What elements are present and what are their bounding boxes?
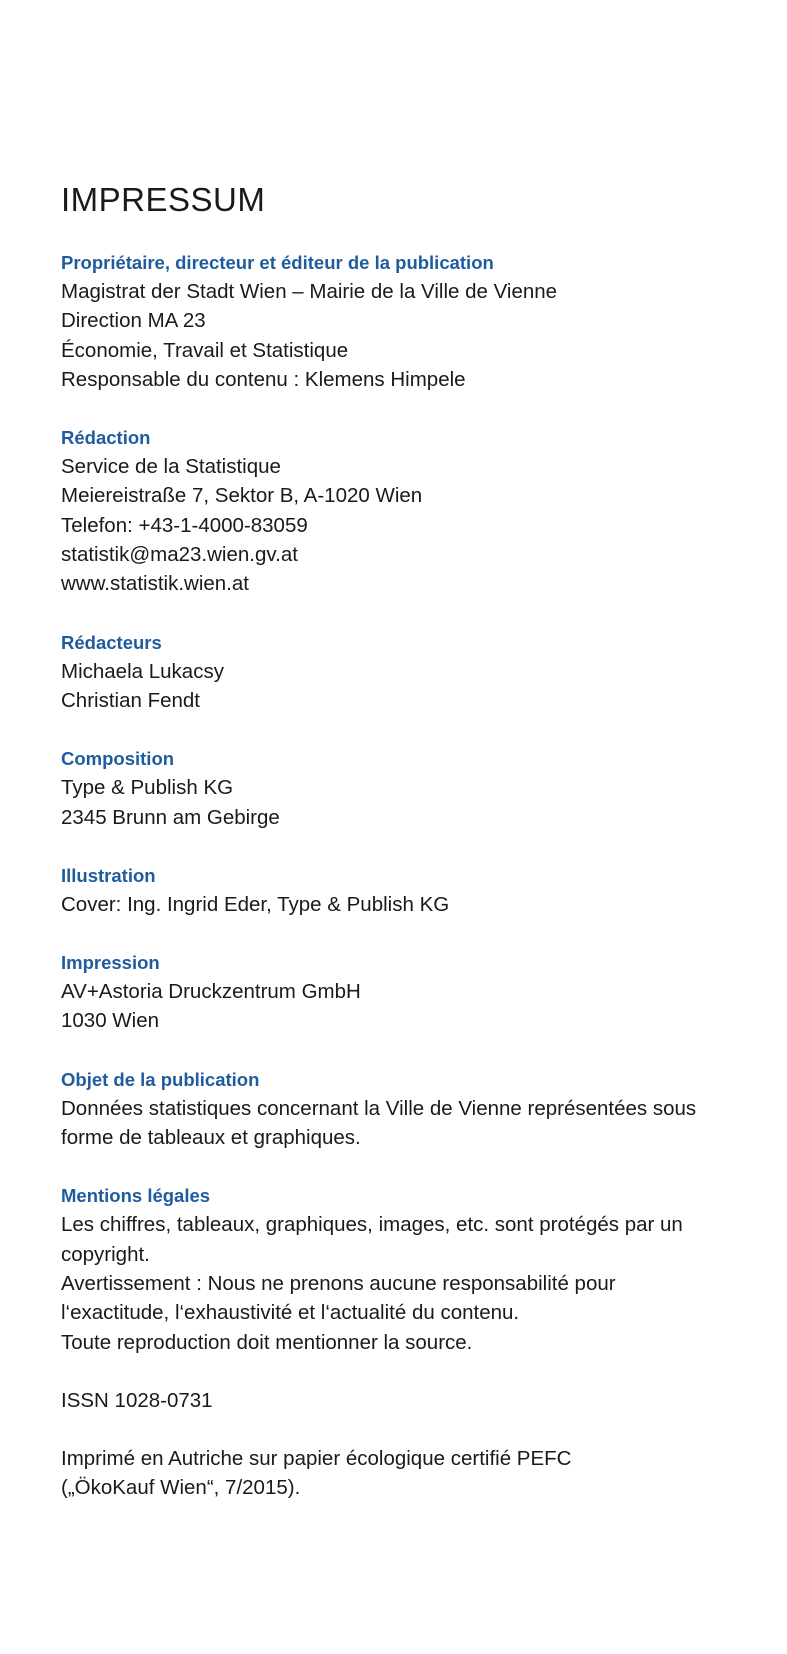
section-line: 2345 Brunn am Gebirge <box>61 805 280 829</box>
section-heading: Composition <box>61 748 175 770</box>
section-line: Avertissement : Nous ne prenons aucune responsabilité pour <box>61 1271 616 1295</box>
section-line: Service de la Statistique <box>61 455 281 479</box>
section-objet <box>61 1065 741 1153</box>
section-line: Magistrat der Stadt Wien – Mairie de la Ville de Vienne <box>61 280 558 303</box>
section-line: Cover: Ing. Ingrid Eder, Type & Publish KG <box>61 892 450 916</box>
section-line: 1030 Wien <box>61 1009 160 1033</box>
section-line: Toute reproduction doit mentionner la source. <box>61 1330 473 1354</box>
section-illustration <box>61 861 741 919</box>
phone-number: Telefon: +43-1-4000-83059 <box>61 513 308 537</box>
impressum-page <box>61 180 741 1532</box>
section-heading: Impression <box>61 952 160 974</box>
section-mentions <box>61 1181 741 1356</box>
section-line: Type & Publish KG <box>61 776 234 800</box>
section-owner <box>61 248 741 394</box>
section-heading: Propriétaire, directeur et éditeur de la publication <box>61 252 494 273</box>
section-line: Responsable du contenu : Klemens Himpele <box>61 367 466 391</box>
section-line: Direction MA 23 <box>61 309 206 333</box>
section-line: Meiereistraße 7, Sektor B, A-1020 Wien <box>61 484 423 508</box>
section-redacteurs <box>61 628 741 716</box>
website-url: www.statistik.wien.at <box>61 572 249 596</box>
section-composition <box>61 744 741 832</box>
section-redaction <box>61 423 741 598</box>
section-impression <box>61 948 741 1036</box>
email-address: statistik@ma23.wien.gv.at <box>61 543 298 567</box>
section-line: Économie, Travail et Statistique <box>61 338 349 362</box>
section-heading: Illustration <box>61 864 156 886</box>
section-heading: Rédacteurs <box>61 631 162 653</box>
section-line: Michaela Lukacsy <box>61 659 224 683</box>
section-line: copyright. <box>61 1242 150 1266</box>
section-line: Les chiffres, tableaux, graphiques, images, etc. sont protégés par un <box>61 1213 683 1237</box>
section-line: l‘exactitude, l‘exhaustivité et l‘actualité du contenu. <box>61 1301 520 1325</box>
section-line: Données statistiques concernant la Ville de Vienne représentées sous <box>61 1096 697 1120</box>
section-line: forme de tableaux et graphiques. <box>61 1126 361 1150</box>
section-line: AV+Astoria Druckzentrum GmbH <box>61 980 361 1004</box>
section-line: Christian Fendt <box>61 688 201 712</box>
section-heading: Rédaction <box>61 427 151 449</box>
section-heading: Mentions légales <box>61 1185 211 1207</box>
printing-line: Imprimé en Autriche sur papier écologique certifié PEFC <box>61 1447 572 1471</box>
issn-number: ISSN 1028-0731 <box>61 1388 213 1412</box>
section-heading: Objet de la publication <box>61 1068 260 1090</box>
printing-note <box>61 1444 741 1503</box>
printing-line: („ÖkoKauf Wien“, 7/2015). <box>61 1476 301 1500</box>
page-title: IMPRESSUM <box>61 181 266 218</box>
